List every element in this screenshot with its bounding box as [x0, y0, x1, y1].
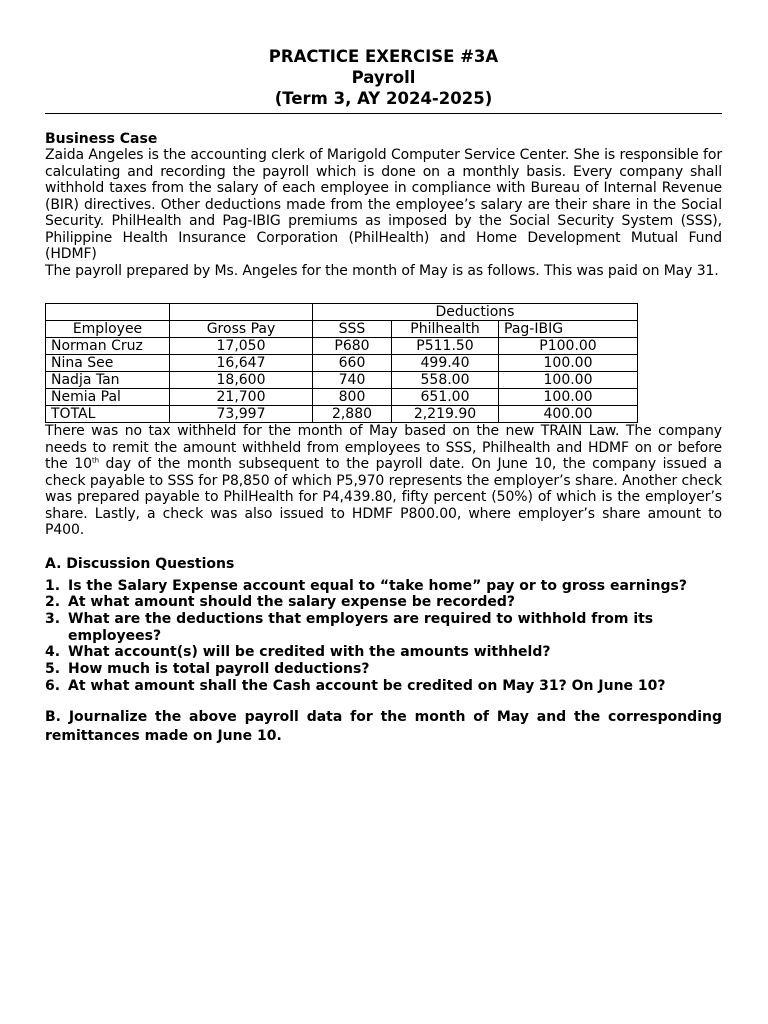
document-title	[45, 46, 722, 109]
payroll-table	[45, 303, 638, 423]
total-pag-ibig-cell: 400.00	[499, 406, 638, 423]
sss-cell: 660	[313, 355, 392, 372]
employee-cell: Nadja Tan	[46, 372, 170, 389]
list-item	[45, 611, 722, 644]
question-number: 1.	[45, 577, 61, 594]
column-header-pag-ibig: Pag-IBIG	[499, 321, 638, 338]
title-divider	[45, 113, 722, 114]
title-line-3: (Term 3, AY 2024-2025)	[274, 89, 493, 108]
list-item	[45, 578, 722, 595]
philhealth-cell: 499.40	[392, 355, 499, 372]
philhealth-cell: P511.50	[392, 338, 499, 355]
list-item	[45, 644, 722, 661]
total-philhealth-cell: 2,219.90	[392, 406, 499, 423]
gross-pay-cell: 16,647	[170, 355, 313, 372]
remittance-text-part-2: day of the month subsequent to the payroll date. On June 10, the company issued a check payable to SSS for P8,850 of which P5,970 represents the employer’s share. Another check was prepared payable to PhilHealth for P4,439.80, fifty percent (50%) of which is the employer’s share. Lastly, a check was also issued to HDMF P800.00, where employer’s share amount to P400.	[45, 456, 723, 538]
philhealth-cell: 651.00	[392, 389, 499, 406]
employee-cell: Nina See	[46, 355, 170, 372]
question-number: 2.	[45, 594, 61, 611]
business-case-paragraph-2: The payroll prepared by Ms. Angeles for the month of May is as follows. This was paid on May 31.	[45, 262, 719, 279]
ordinal-superscript: th	[91, 456, 99, 465]
pag-ibig-cell: 100.00	[499, 389, 638, 406]
question-text: What are the deductions that employers are required to withhold from its employees?	[68, 610, 654, 644]
title-line-2: Payroll	[351, 68, 416, 87]
gross-pay-cell: 21,700	[170, 389, 313, 406]
pag-ibig-cell: 100.00	[499, 372, 638, 389]
table-row	[46, 338, 638, 355]
sss-cell: P680	[313, 338, 392, 355]
question-number: 6.	[45, 677, 61, 694]
table-row	[46, 389, 638, 406]
title-line-1: PRACTICE EXERCISE #3A	[268, 47, 499, 66]
table-header-cell-empty	[170, 304, 313, 321]
sss-cell: 800	[313, 389, 392, 406]
column-header-gross-pay: Gross Pay	[170, 321, 313, 338]
total-label-cell: TOTAL	[46, 406, 170, 423]
column-header-sss: SSS	[313, 321, 392, 338]
table-total-row	[46, 406, 638, 423]
table-row	[46, 355, 638, 372]
business-case-paragraph-1: Zaida Angeles is the accounting clerk of Marigold Computer Service Center. She is responsible for calculating and recording the payroll which is done on a monthly basis. Every company shall withhold taxes from the salary of each employee in compliance with Bureau of Internal Revenue (BIR) directives. Other deductions made from the employee’s salary are their share in the Social Security. PhilHealth and Pag-IBIG premiums as imposed by the Social Security System (SSS), Philippine Health Insurance Corporation (PhilHealth) and Home Development Mutual Fund (HDMF)	[45, 147, 722, 262]
total-sss-cell: 2,880	[313, 406, 392, 423]
discussion-questions-list	[45, 578, 722, 695]
table-group-header-row	[46, 304, 638, 321]
question-number: 3.	[45, 610, 61, 627]
employee-cell: Nemia Pal	[46, 389, 170, 406]
gross-pay-cell: 18,600	[170, 372, 313, 389]
table-row	[46, 372, 638, 389]
gross-pay-cell: 17,050	[170, 338, 313, 355]
deductions-group-header: Deductions	[313, 304, 638, 321]
column-header-philhealth: Philhealth	[392, 321, 499, 338]
remittance-paragraph	[45, 423, 722, 539]
philhealth-cell: 558.00	[392, 372, 499, 389]
pag-ibig-cell: 100.00	[499, 355, 638, 372]
question-number: 5.	[45, 661, 61, 678]
part-b-instruction: B. Journalize the above payroll data for the month of May and the corresponding remittances made on June 10.	[45, 709, 722, 745]
table-header-cell-empty	[46, 304, 170, 321]
question-text: At what amount should the salary expense be recorded?	[68, 594, 515, 611]
sss-cell: 740	[313, 372, 392, 389]
list-item	[45, 661, 722, 678]
total-gross-pay-cell: 73,997	[170, 406, 313, 423]
list-item	[45, 594, 722, 611]
remittance-text-part-1: There was no tax withheld for the month of May based on the new TRAIN Law. The company needs to remit the amount withheld from employees to SSS, Philhealth and HDMF on or before the 10	[45, 423, 722, 472]
discussion-questions-heading: A. Discussion Questions	[45, 555, 235, 572]
column-header-employee: Employee	[46, 321, 170, 338]
question-text: Is the Salary Expense account equal to “take home” pay or to gross earnings?	[68, 577, 688, 594]
document-page	[45, 46, 722, 746]
business-case-heading: Business Case	[45, 131, 158, 147]
pag-ibig-cell: P100.00	[499, 338, 638, 355]
question-text: What account(s) will be credited with the amounts withheld?	[68, 644, 551, 661]
question-text: At what amount shall the Cash account be credited on May 31? On June 10?	[68, 677, 666, 694]
question-number: 4.	[45, 644, 61, 661]
question-text: How much is total payroll deductions?	[68, 661, 370, 678]
employee-cell: Norman Cruz	[46, 338, 170, 355]
list-item	[45, 678, 722, 695]
table-header-row	[46, 321, 638, 338]
